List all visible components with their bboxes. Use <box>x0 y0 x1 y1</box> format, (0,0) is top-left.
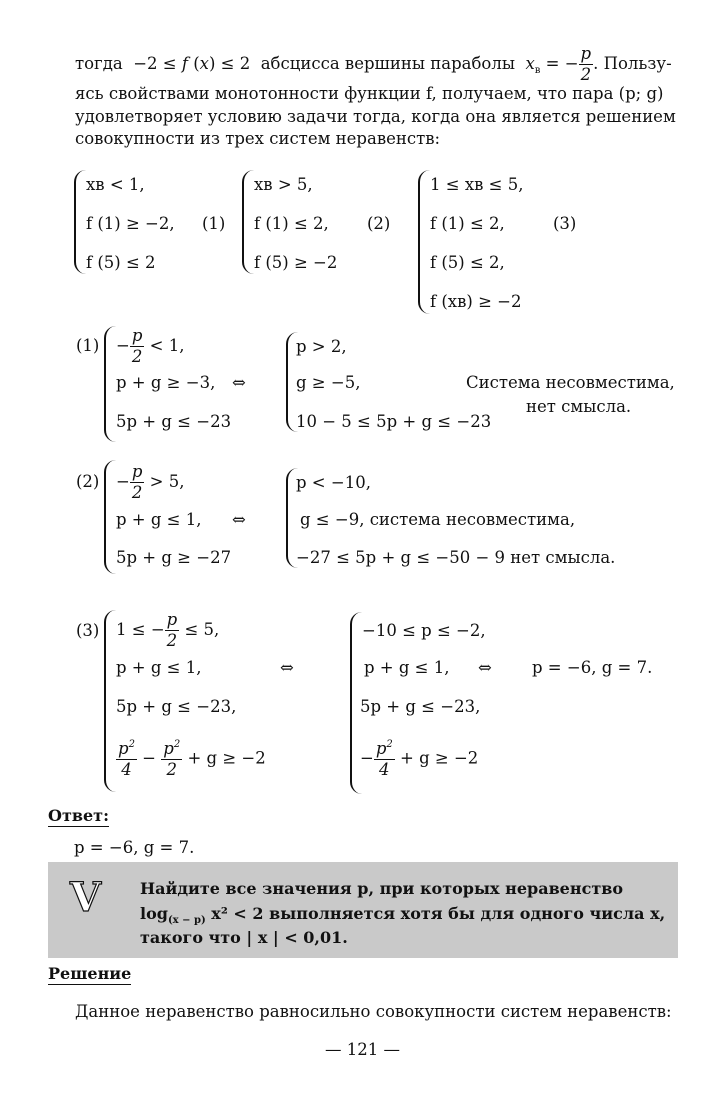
solution-text: Данное неравенство равносильно совокупности систем неравенств: <box>75 1002 672 1021</box>
case1-comment-1: Система несовместима, <box>466 373 675 392</box>
answer-text: p = −6, g = 7. <box>74 838 195 857</box>
solution-heading: Решение <box>48 964 132 983</box>
sys3-row-2: f (1) ≤ 2, <box>430 214 505 233</box>
sys1-row-2: f (1) ≥ −2, <box>86 214 175 233</box>
page-number: — 121 — <box>325 1040 400 1059</box>
case3-equiv-1: ⇔ <box>280 658 294 677</box>
sys1-row-1: xв < 1, <box>86 175 145 194</box>
case3-equiv-2: ⇔ <box>478 658 492 677</box>
sys1-label: (1) <box>202 214 226 233</box>
brace-system-3 <box>418 170 430 314</box>
task-v-icon: V <box>70 874 102 921</box>
case1-right-row-2: g ≥ −5, <box>296 373 361 392</box>
case3-result: p = −6, g = 7. <box>532 658 653 677</box>
case1-right-row-3: 10 − 5 ≤ 5p + g ≤ −23 <box>296 412 492 431</box>
sys3-row-4: f (xв) ≥ −2 <box>430 292 522 311</box>
sys2-row-2: f (1) ≤ 2, <box>254 214 329 233</box>
sys3-row-1: 1 ≤ xв ≤ 5, <box>430 175 524 194</box>
sys2-row-1: xв > 5, <box>254 175 313 194</box>
case1-left-row-2: p + g ≥ −3, <box>116 373 216 392</box>
intro-paragraph <box>75 46 680 151</box>
task-box <box>48 862 678 958</box>
sys2-label: (2) <box>367 214 391 233</box>
intro-line-3: удовлетворяет условию задачи тогда, когда она является решением <box>75 106 676 126</box>
case2-right-row-3: −27 ≤ 5p + g ≤ −50 − 9 нет смысла. <box>296 548 616 567</box>
case1-comment-2: нет смысла. <box>526 397 632 416</box>
case2-label: (2) <box>76 472 100 491</box>
case3-right-row-4: − $\frac{p^2}{4}$ + g ≥ −2 <box>360 739 479 779</box>
case3-right-row-1: −10 ≤ p ≤ −2, <box>362 621 486 640</box>
case2-right-row-1: p < −10, <box>296 473 371 492</box>
case3-right-row-2: p + g ≤ 1, <box>364 658 450 677</box>
brace-system-2 <box>242 170 254 274</box>
intro-line-1: тогда −2 ≤ f (x) ≤ 2 абсцисса вершины параболы $x_в$ = − $\frac{p}{2}$ . Пользу- <box>75 44 672 84</box>
task-line-3: такого что | x | < 0,01. <box>140 928 348 947</box>
case2-equiv: ⇔ <box>232 510 246 529</box>
task-line-1: Найдите все значения p, при которых неравенство <box>140 879 624 898</box>
sys3-label: (3) <box>553 214 577 233</box>
sys3-row-3: f (5) ≤ 2, <box>430 253 505 272</box>
case1-equiv: ⇔ <box>232 373 246 392</box>
case2-left-row-3: 5p + g ≥ −27 <box>116 548 232 567</box>
case2-left-row-2: p + g ≤ 1, <box>116 510 202 529</box>
case1-right-row-1: p > 2, <box>296 337 347 356</box>
case3-right-row-3: 5p + g ≤ −23, <box>360 697 481 716</box>
case3-left-brace <box>104 610 116 792</box>
brace-system-1 <box>74 170 86 274</box>
case1-left-row-3: 5p + g ≤ −23 <box>116 412 232 431</box>
intro-line-2: ясь свойствами монотонности функции f, получаем, что пара (p; g) <box>75 84 664 103</box>
answer-heading: Ответ: <box>48 806 109 825</box>
case1-left-row-1: − $\frac{p}{2}$ < 1, <box>116 326 185 366</box>
case3-left-row-4: $\frac{p^2}{4}$ − $\frac{p^2}{2}$ + g ≥ −2 <box>118 739 266 779</box>
sys1-row-3: f (5) ≤ 2 <box>86 253 156 272</box>
case2-left-row-1: − $\frac{p}{2}$ > 5, <box>116 462 185 502</box>
case3-label: (3) <box>76 621 100 640</box>
case3-left-row-1: 1 ≤ − $\frac{p}{2}$ ≤ 5, <box>116 610 220 650</box>
case1-left-brace <box>104 326 116 442</box>
case3-left-row-3: 5p + g ≤ −23, <box>116 697 237 716</box>
case2-left-brace <box>104 460 116 574</box>
sys2-row-3: f (5) ≥ −2 <box>254 253 338 272</box>
case2-right-row-2: g ≤ −9, система несовместима, <box>300 510 576 529</box>
case1-label: (1) <box>76 336 100 355</box>
task-line-2: $\log_{(x - p)} x^2 < 2$ выполняется хотя бы для одного числа x, <box>140 904 666 926</box>
intro-line-4: совокупности из трех систем неравенств: <box>75 129 441 148</box>
case3-left-row-2: p + g ≤ 1, <box>116 658 202 677</box>
